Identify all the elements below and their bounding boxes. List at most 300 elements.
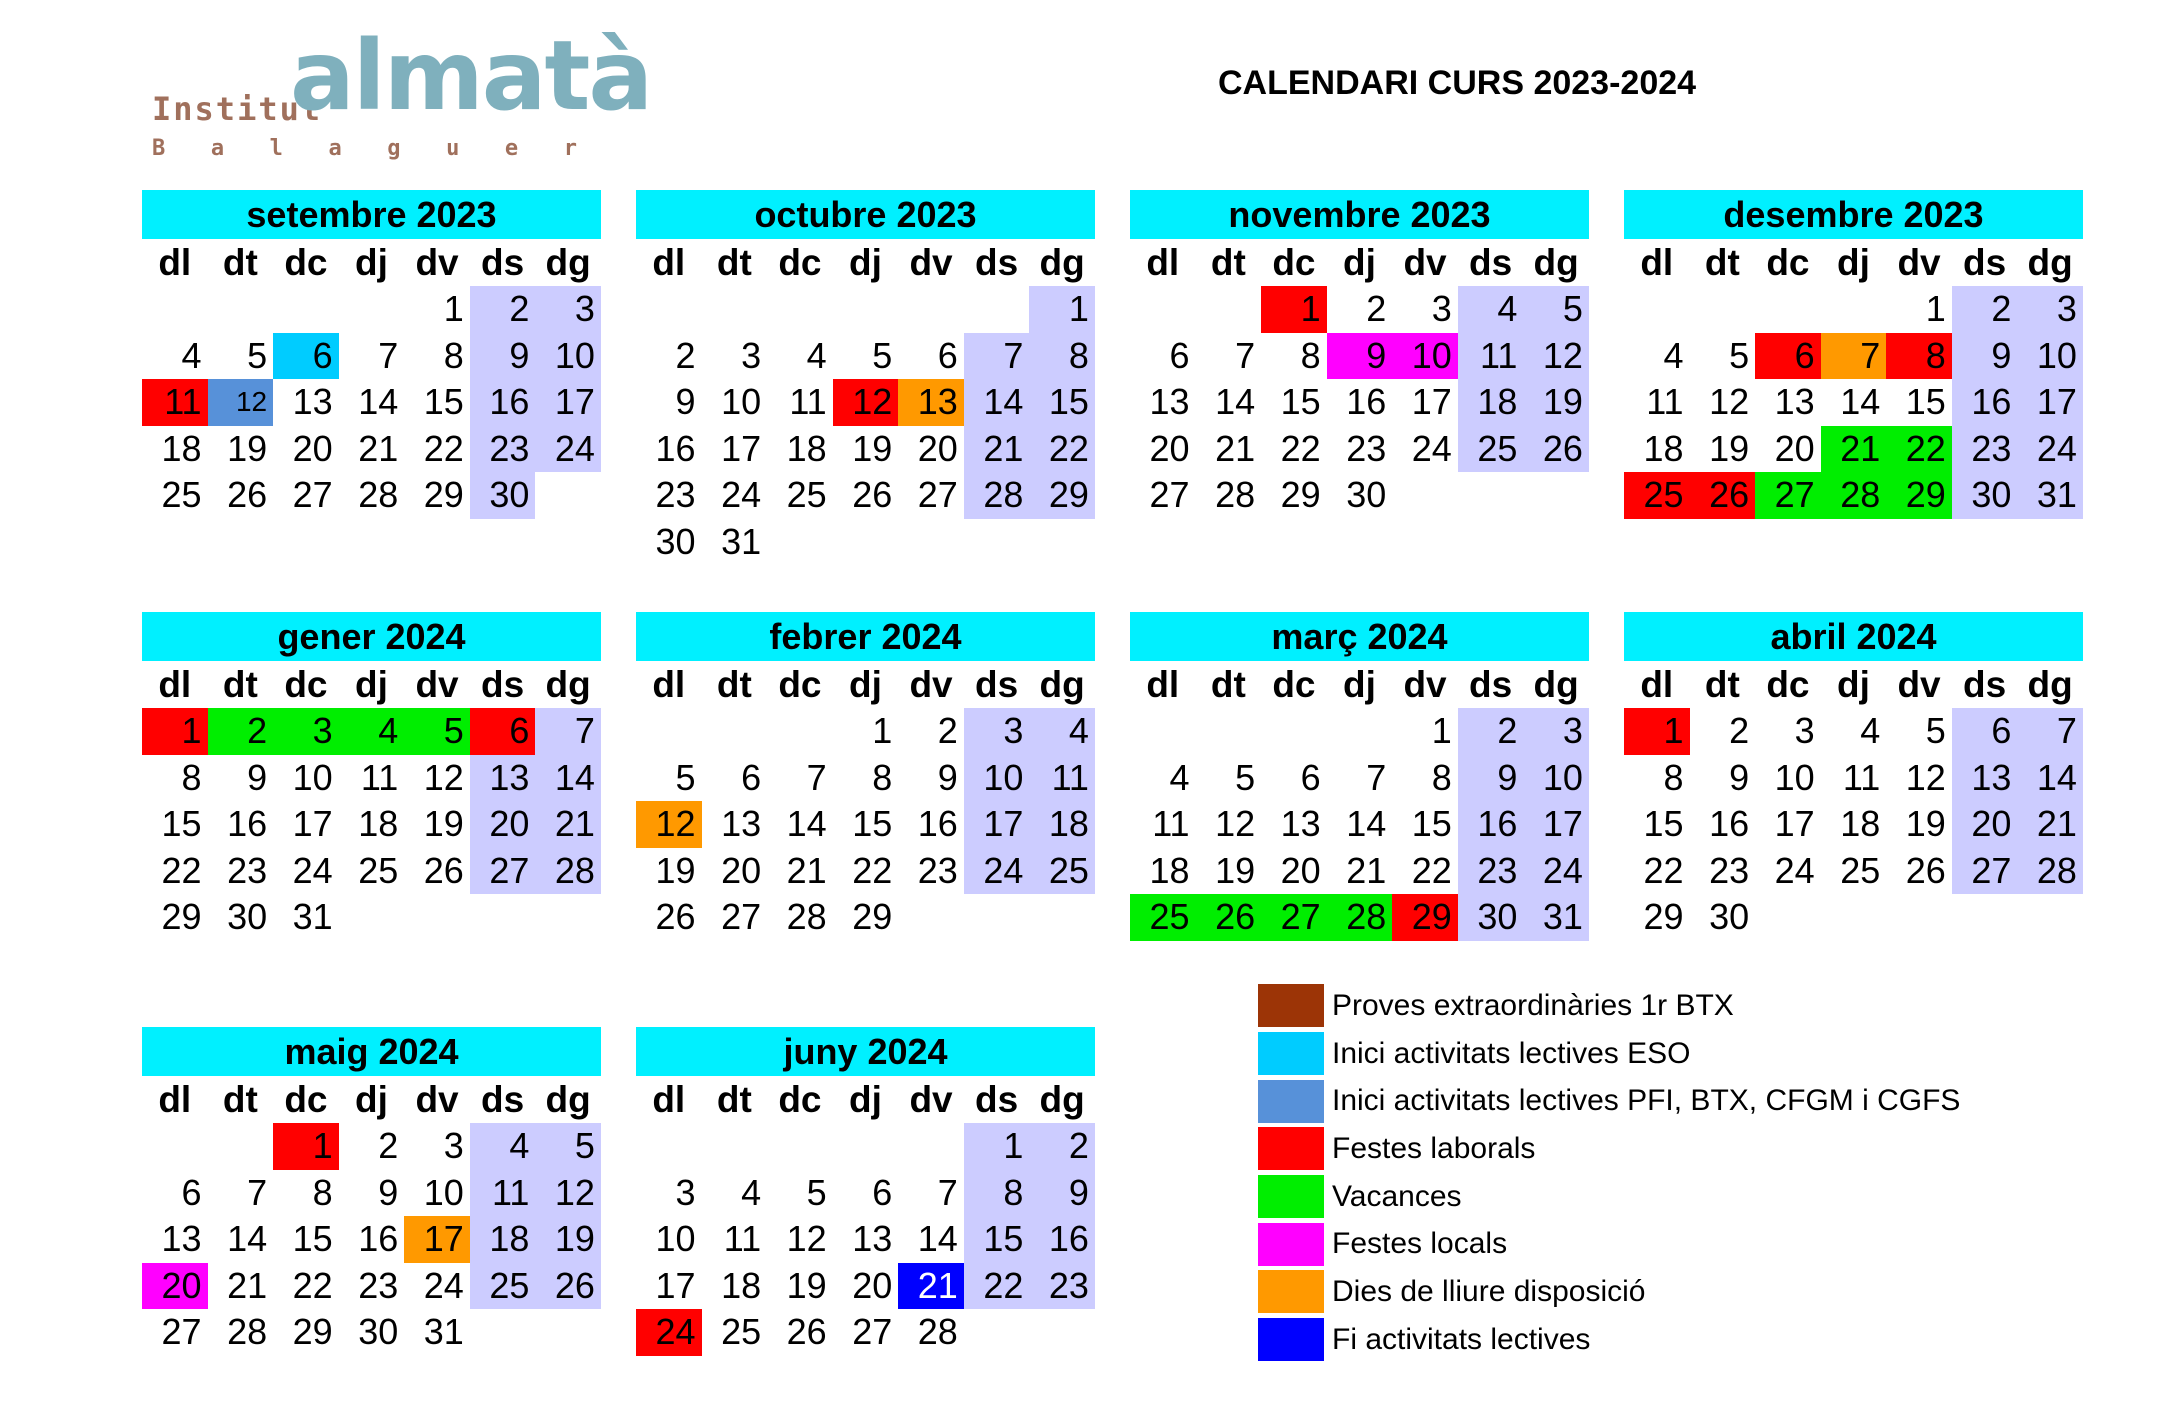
day-cell: 30 bbox=[227, 896, 268, 938]
day-cell: 27 bbox=[161, 1311, 202, 1353]
day-cell: 1 bbox=[872, 710, 893, 752]
day-cell: 6 bbox=[273, 333, 339, 380]
legend-item bbox=[1258, 1268, 1960, 1316]
day-cell: 23 bbox=[227, 849, 268, 891]
day-cell: 16 bbox=[1952, 379, 2018, 426]
day-cell: 15 bbox=[852, 803, 893, 845]
day-cell: 30 bbox=[1346, 474, 1387, 516]
day-cell: 3 bbox=[1794, 710, 1815, 752]
weekday-header: dj bbox=[849, 1078, 882, 1120]
day-cell: 13 bbox=[470, 755, 536, 802]
weekday-header: dc bbox=[284, 241, 328, 283]
day-cell: 11 bbox=[1646, 381, 1684, 423]
day-cell: 13 bbox=[1952, 755, 2018, 802]
weekday-header: dj bbox=[849, 241, 882, 283]
day-cell: 4 bbox=[806, 334, 827, 376]
day-cell: 14 bbox=[535, 755, 601, 802]
day-cell: 1 bbox=[1261, 286, 1327, 333]
day-cell: 17 bbox=[1411, 381, 1452, 423]
day-cell: 31 bbox=[721, 520, 762, 562]
day-cell: 10 bbox=[1523, 755, 1589, 802]
day-cell: 25 bbox=[1840, 849, 1881, 891]
day-cell: 30 bbox=[655, 520, 696, 562]
day-cell: 1 bbox=[1624, 708, 1690, 755]
weekday-header: dj bbox=[849, 663, 882, 705]
day-cell: 27 bbox=[470, 848, 536, 895]
legend-swatch bbox=[1258, 1032, 1324, 1075]
empty-cell bbox=[1261, 708, 1327, 755]
day-cell: 16 bbox=[1709, 803, 1750, 845]
day-cell: 20 bbox=[1149, 427, 1190, 469]
day-cell: 4 bbox=[1169, 756, 1190, 798]
day-cell: 27 bbox=[1149, 474, 1190, 516]
day-cell: 7 bbox=[1366, 756, 1387, 798]
empty-cell bbox=[702, 286, 768, 333]
day-cell: 26 bbox=[1523, 426, 1589, 473]
day-cell: 3 bbox=[675, 1171, 696, 1213]
day-cell: 1 bbox=[142, 708, 208, 755]
weekday-header: dc bbox=[1766, 241, 1810, 283]
day-cell: 17 bbox=[655, 1264, 696, 1306]
day-cell: 6 bbox=[872, 1171, 893, 1213]
day-cell: 25 bbox=[161, 474, 202, 516]
day-cell: 18 bbox=[161, 427, 202, 469]
weekday-header: dt bbox=[222, 663, 258, 705]
legend-item bbox=[1258, 1125, 1960, 1173]
weekday-header: dg bbox=[1533, 241, 1579, 283]
empty-cell bbox=[636, 708, 702, 755]
day-cell: 25 bbox=[1130, 894, 1196, 941]
day-cell: 10 bbox=[535, 333, 601, 380]
month-title: novembre 2023 bbox=[1130, 190, 1589, 239]
day-cell: 28 bbox=[227, 1311, 268, 1353]
day-cell: 21 bbox=[535, 801, 601, 848]
weekday-header: dc bbox=[778, 1078, 822, 1120]
empty-cell bbox=[1327, 708, 1393, 755]
day-cell: 9 bbox=[1029, 1170, 1095, 1217]
day-cell: 14 bbox=[2017, 755, 2083, 802]
day-cell: 1 bbox=[1925, 288, 1946, 330]
day-cell: 30 bbox=[1709, 896, 1750, 938]
day-cell: 26 bbox=[535, 1263, 601, 1310]
day-cell: 2 bbox=[1729, 710, 1750, 752]
logo-city-letter: a bbox=[328, 136, 342, 161]
legend-label: Festes locals bbox=[1332, 1227, 1508, 1261]
day-cell: 22 bbox=[964, 1263, 1030, 1310]
weekday-header: dj bbox=[1837, 241, 1870, 283]
weekday-header: dt bbox=[222, 1078, 258, 1120]
day-cell: 11 bbox=[470, 1170, 536, 1217]
month-title: febrer 2024 bbox=[636, 612, 1095, 661]
day-cell: 12 bbox=[1215, 803, 1256, 845]
day-cell: 5 bbox=[1235, 756, 1256, 798]
day-cell: 26 bbox=[655, 896, 696, 938]
day-cell: 31 bbox=[1523, 894, 1589, 941]
day-cell: 31 bbox=[292, 896, 333, 938]
day-cell: 22 bbox=[161, 849, 202, 891]
day-cell: 11 bbox=[1029, 755, 1095, 802]
day-cell: 8 bbox=[872, 756, 893, 798]
empty-cell bbox=[1196, 286, 1262, 333]
day-cell: 15 bbox=[161, 803, 202, 845]
legend-label: Fi activitats lectives bbox=[1332, 1322, 1591, 1356]
day-cell: 16 bbox=[1458, 801, 1524, 848]
weekday-header: dj bbox=[355, 1078, 388, 1120]
weekday-header: dv bbox=[415, 241, 459, 283]
weekday-header: ds bbox=[975, 1078, 1019, 1120]
day-cell: 3 bbox=[443, 1125, 464, 1167]
day-cell: 14 bbox=[786, 803, 827, 845]
legend-item bbox=[1258, 1220, 1960, 1268]
day-cell: 5 bbox=[1729, 334, 1750, 376]
day-cell: 14 bbox=[227, 1218, 268, 1260]
day-cell: 27 bbox=[917, 474, 958, 516]
day-cell: 2 bbox=[208, 708, 274, 755]
day-cell: 28 bbox=[786, 896, 827, 938]
weekday-header: dg bbox=[2027, 241, 2073, 283]
month-3 bbox=[1624, 190, 2083, 519]
day-cell: 7 bbox=[2017, 708, 2083, 755]
day-cell: 11 bbox=[142, 379, 208, 426]
month-4 bbox=[142, 612, 601, 941]
day-cell: 19 bbox=[1215, 849, 1256, 891]
legend bbox=[1258, 982, 1960, 1364]
day-cell: 9 bbox=[378, 1171, 399, 1213]
day-cell: 20 bbox=[852, 1264, 893, 1306]
day-cell: 20 bbox=[1952, 801, 2018, 848]
empty-cell bbox=[702, 708, 768, 755]
day-cell: 11 bbox=[360, 756, 399, 798]
day-cell: 11 bbox=[1842, 756, 1881, 798]
day-cell: 9 bbox=[247, 756, 268, 798]
day-cell: 19 bbox=[1523, 379, 1589, 426]
legend-swatch bbox=[1258, 1127, 1324, 1170]
day-cell: 30 bbox=[470, 472, 536, 519]
day-cell: 18 bbox=[358, 803, 399, 845]
day-cell: 23 bbox=[655, 474, 696, 516]
weekday-header: dl bbox=[1146, 663, 1180, 705]
weekday-header: dc bbox=[778, 663, 822, 705]
day-cell: 2 bbox=[1458, 708, 1524, 755]
day-cell: 7 bbox=[964, 333, 1030, 380]
weekday-header: dc bbox=[1272, 663, 1316, 705]
day-cell: 25 bbox=[1624, 472, 1690, 519]
day-cell: 12 bbox=[535, 1170, 601, 1217]
day-cell: 7 bbox=[247, 1171, 268, 1213]
day-cell: 3 bbox=[273, 708, 339, 755]
month-title: setembre 2023 bbox=[142, 190, 601, 239]
day-cell: 9 bbox=[1729, 756, 1750, 798]
weekday-header: dc bbox=[284, 1078, 328, 1120]
day-cell: 17 bbox=[721, 427, 762, 469]
day-cell: 6 bbox=[1952, 708, 2018, 755]
logo-institut-text: Institut bbox=[152, 90, 323, 128]
empty-cell bbox=[1690, 286, 1756, 333]
weekday-header: dt bbox=[222, 241, 258, 283]
weekday-header: dg bbox=[1039, 241, 1085, 283]
day-cell: 9 bbox=[1327, 333, 1393, 380]
day-cell: 28 bbox=[1215, 474, 1256, 516]
legend-label: Vacances bbox=[1332, 1179, 1462, 1213]
day-cell: 6 bbox=[470, 708, 536, 755]
day-cell: 8 bbox=[1029, 333, 1095, 380]
weekday-header: dj bbox=[1837, 663, 1870, 705]
day-cell: 23 bbox=[1952, 426, 2018, 473]
month-title: gener 2024 bbox=[142, 612, 601, 661]
day-cell: 9 bbox=[1458, 755, 1524, 802]
day-cell: 8 bbox=[1663, 756, 1684, 798]
day-cell: 12 bbox=[1709, 381, 1750, 423]
weekday-header: dl bbox=[652, 241, 686, 283]
weekday-header: dl bbox=[158, 663, 192, 705]
day-cell: 18 bbox=[470, 1216, 536, 1263]
day-cell: 11 bbox=[789, 381, 827, 423]
weekday-header: dv bbox=[415, 663, 459, 705]
weekday-header: dc bbox=[1766, 663, 1810, 705]
legend-swatch bbox=[1258, 984, 1324, 1027]
weekday-header: dl bbox=[1146, 241, 1180, 283]
day-cell: 24 bbox=[535, 426, 601, 473]
empty-cell bbox=[702, 1123, 768, 1170]
weekday-header: ds bbox=[1963, 241, 2007, 283]
day-cell: 27 bbox=[292, 474, 333, 516]
day-cell: 8 bbox=[1886, 333, 1952, 380]
day-cell: 7 bbox=[1235, 334, 1256, 376]
day-cell: 28 bbox=[535, 848, 601, 895]
day-cell: 30 bbox=[1952, 472, 2018, 519]
day-cell: 24 bbox=[423, 1264, 464, 1306]
day-cell: 2 bbox=[675, 334, 696, 376]
day-cell: 23 bbox=[470, 426, 536, 473]
day-cell: 17 bbox=[404, 1216, 470, 1263]
logo-city-letter: u bbox=[446, 136, 460, 161]
legend-item bbox=[1258, 982, 1960, 1030]
empty-cell bbox=[1821, 286, 1887, 333]
month-7 bbox=[1624, 612, 2083, 941]
logo-city-letter: a bbox=[210, 136, 225, 161]
weekday-header: dv bbox=[909, 1078, 953, 1120]
empty-cell bbox=[1130, 286, 1196, 333]
day-cell: 21 bbox=[786, 849, 827, 891]
weekday-header: ds bbox=[975, 241, 1019, 283]
day-cell: 7 bbox=[806, 756, 827, 798]
day-cell: 15 bbox=[292, 1218, 333, 1260]
weekday-header: dj bbox=[355, 241, 388, 283]
day-cell: 24 bbox=[1774, 849, 1815, 891]
day-cell: 27 bbox=[721, 896, 762, 938]
day-cell: 28 bbox=[358, 474, 399, 516]
empty-cell bbox=[273, 286, 339, 333]
day-cell: 21 bbox=[1215, 427, 1256, 469]
day-cell: 4 bbox=[741, 1171, 762, 1213]
weekday-header: dv bbox=[415, 1078, 459, 1120]
legend-swatch bbox=[1258, 1175, 1324, 1218]
legend-swatch bbox=[1258, 1223, 1324, 1266]
day-cell: 17 bbox=[1774, 803, 1815, 845]
month-title: octubre 2023 bbox=[636, 190, 1095, 239]
day-cell: 13 bbox=[721, 803, 762, 845]
empty-cell bbox=[339, 286, 405, 333]
day-cell: 13 bbox=[292, 381, 333, 423]
day-cell: 22 bbox=[1886, 426, 1952, 473]
day-cell: 21 bbox=[898, 1263, 964, 1310]
day-cell: 11 bbox=[1152, 803, 1190, 845]
empty-cell bbox=[1755, 286, 1821, 333]
logo-city-letter: r bbox=[563, 136, 577, 161]
day-cell: 10 bbox=[2017, 333, 2083, 380]
day-cell: 25 bbox=[786, 474, 827, 516]
day-cell: 4 bbox=[181, 334, 202, 376]
weekday-header: dg bbox=[2027, 663, 2073, 705]
day-cell: 2 bbox=[1952, 286, 2018, 333]
day-cell: 13 bbox=[161, 1218, 202, 1260]
day-cell: 21 bbox=[1346, 849, 1387, 891]
day-cell: 23 bbox=[917, 849, 958, 891]
day-cell: 23 bbox=[358, 1264, 399, 1306]
day-cell: 13 bbox=[898, 379, 964, 426]
legend-label: Inici activitats lectives PFI, BTX, CFGM i CGFS bbox=[1332, 1084, 1961, 1118]
logo-city-letter: B bbox=[152, 136, 166, 161]
day-cell: 10 bbox=[721, 381, 762, 423]
month-title: maig 2024 bbox=[142, 1027, 601, 1076]
day-cell: 3 bbox=[1431, 288, 1452, 330]
day-cell: 19 bbox=[227, 427, 268, 469]
day-cell: 14 bbox=[1840, 381, 1881, 423]
empty-cell bbox=[1130, 708, 1196, 755]
day-cell: 20 bbox=[917, 427, 958, 469]
day-cell: 3 bbox=[2017, 286, 2083, 333]
day-cell: 4 bbox=[470, 1123, 536, 1170]
weekday-header: dl bbox=[652, 663, 686, 705]
day-cell: 31 bbox=[2017, 472, 2083, 519]
legend-label: Festes laborals bbox=[1332, 1131, 1536, 1165]
day-cell: 14 bbox=[917, 1218, 958, 1260]
day-cell: 26 bbox=[1196, 894, 1262, 941]
day-cell: 5 bbox=[1925, 710, 1946, 752]
day-cell: 10 bbox=[1392, 333, 1458, 380]
day-cell: 25 bbox=[470, 1263, 536, 1310]
day-cell: 5 bbox=[404, 708, 470, 755]
day-cell: 14 bbox=[1215, 381, 1256, 423]
legend-label: Dies de lliure disposició bbox=[1332, 1274, 1646, 1308]
legend-swatch bbox=[1258, 1270, 1324, 1313]
day-cell: 4 bbox=[339, 708, 405, 755]
day-cell: 25 bbox=[721, 1311, 762, 1353]
month-title: abril 2024 bbox=[1624, 612, 2083, 661]
day-cell: 24 bbox=[292, 849, 333, 891]
day-cell: 12 bbox=[636, 801, 702, 848]
day-cell: 19 bbox=[1709, 427, 1750, 469]
month-2 bbox=[1130, 190, 1589, 519]
day-cell: 21 bbox=[964, 426, 1030, 473]
month-0 bbox=[142, 190, 601, 519]
day-cell: 20 bbox=[721, 849, 762, 891]
day-cell: 21 bbox=[358, 427, 399, 469]
day-cell: 8 bbox=[1431, 756, 1452, 798]
weekday-header: dv bbox=[909, 241, 953, 283]
day-cell: 1 bbox=[273, 1123, 339, 1170]
day-cell: 10 bbox=[423, 1171, 464, 1213]
day-cell: 16 bbox=[470, 379, 536, 426]
page-title: CALENDARI CURS 2023-2024 bbox=[1218, 64, 1697, 102]
day-cell: 10 bbox=[655, 1218, 696, 1260]
day-cell: 23 bbox=[1029, 1263, 1095, 1310]
day-cell: 13 bbox=[1774, 381, 1815, 423]
day-cell: 1 bbox=[964, 1123, 1030, 1170]
day-cell: 19 bbox=[423, 803, 464, 845]
day-cell: 9 bbox=[675, 381, 696, 423]
institute-logo bbox=[150, 20, 652, 161]
day-cell: 5 bbox=[806, 1171, 827, 1213]
day-cell: 12 bbox=[1905, 756, 1946, 798]
day-cell: 29 bbox=[852, 896, 893, 938]
day-cell: 29 bbox=[1643, 896, 1684, 938]
day-cell: 14 bbox=[964, 379, 1030, 426]
day-cell: 17 bbox=[1523, 801, 1589, 848]
day-cell: 6 bbox=[741, 756, 762, 798]
day-cell: 18 bbox=[786, 427, 827, 469]
day-cell: 20 bbox=[142, 1263, 208, 1310]
day-cell: 5 bbox=[535, 1123, 601, 1170]
day-cell: 16 bbox=[655, 427, 696, 469]
day-cell: 6 bbox=[181, 1171, 202, 1213]
day-cell: 8 bbox=[443, 334, 464, 376]
day-cell: 20 bbox=[470, 801, 536, 848]
weekday-header: dv bbox=[1897, 663, 1941, 705]
weekday-header: dl bbox=[1640, 241, 1674, 283]
empty-cell bbox=[208, 1123, 274, 1170]
day-cell: 18 bbox=[1029, 801, 1095, 848]
day-cell: 22 bbox=[423, 427, 464, 469]
weekday-header: dj bbox=[355, 663, 388, 705]
day-cell: 12 bbox=[208, 379, 274, 426]
logo-city-letter: g bbox=[387, 136, 401, 161]
day-cell: 12 bbox=[786, 1218, 827, 1260]
day-cell: 19 bbox=[1905, 803, 1946, 845]
empty-cell bbox=[1624, 286, 1690, 333]
day-cell: 15 bbox=[1280, 381, 1321, 423]
weekday-header: ds bbox=[1963, 663, 2007, 705]
day-cell: 5 bbox=[1523, 286, 1589, 333]
day-cell: 15 bbox=[423, 381, 464, 423]
day-cell: 27 bbox=[1755, 472, 1821, 519]
day-cell: 21 bbox=[227, 1264, 268, 1306]
empty-cell bbox=[898, 286, 964, 333]
weekday-header: dt bbox=[716, 1078, 752, 1120]
weekday-header: dg bbox=[545, 1078, 591, 1120]
weekday-header: dc bbox=[284, 663, 328, 705]
day-cell: 22 bbox=[1280, 427, 1321, 469]
day-cell: 27 bbox=[1261, 894, 1327, 941]
day-cell: 5 bbox=[247, 334, 268, 376]
day-cell: 3 bbox=[1523, 708, 1589, 755]
day-cell: 10 bbox=[964, 755, 1030, 802]
weekday-header: dl bbox=[652, 1078, 686, 1120]
empty-cell bbox=[767, 1123, 833, 1170]
day-cell: 24 bbox=[2017, 426, 2083, 473]
day-cell: 12 bbox=[423, 756, 464, 798]
day-cell: 7 bbox=[1821, 333, 1887, 380]
day-cell: 7 bbox=[378, 334, 399, 376]
legend-label: Inici activitats lectives ESO bbox=[1332, 1036, 1691, 1070]
month-5 bbox=[636, 612, 1095, 941]
day-cell: 31 bbox=[423, 1311, 464, 1353]
weekday-header: ds bbox=[481, 1078, 525, 1120]
day-cell: 16 bbox=[1346, 381, 1387, 423]
weekday-header: dv bbox=[1897, 241, 1941, 283]
day-cell: 7 bbox=[937, 1171, 958, 1213]
legend-item bbox=[1258, 1316, 1960, 1364]
